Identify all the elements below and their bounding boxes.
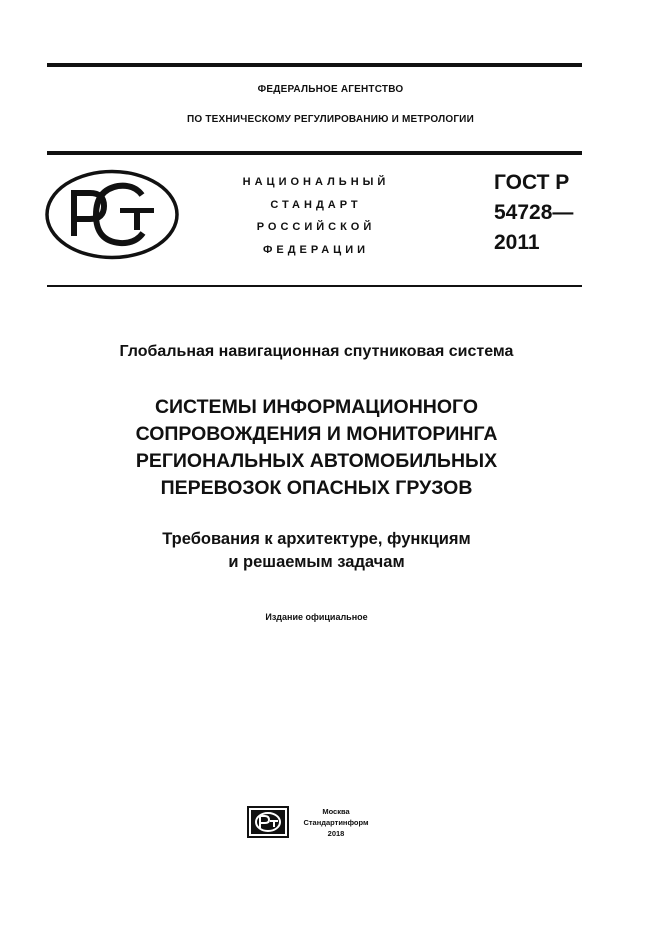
requirements-heading bbox=[0, 528, 633, 574]
publisher-info bbox=[296, 806, 376, 839]
standard-line: ФЕДЕРАЦИИ bbox=[262, 243, 370, 256]
gost-number bbox=[494, 168, 573, 258]
edition-note: Издание официальное bbox=[265, 612, 368, 622]
gost-line2: 54728— bbox=[494, 201, 574, 224]
gost-line3: 2011 bbox=[494, 231, 540, 254]
top-rule bbox=[47, 63, 582, 67]
publisher-year: 2018 bbox=[327, 829, 345, 838]
standard-line: СТАНДАРТ bbox=[270, 198, 362, 211]
title-line: СИСТЕМЫ ИНФОРМАЦИОННОГО bbox=[154, 396, 479, 418]
standard-line: РОССИЙСКОЙ bbox=[256, 221, 376, 233]
title-line: РЕГИОНАЛЬНЫХ АВТОМОБИЛЬНЫХ bbox=[135, 450, 498, 472]
requirements-line1: Требования к архитектуре, функциям bbox=[162, 530, 471, 548]
rst-logo-icon bbox=[44, 169, 180, 260]
publisher-logo-icon bbox=[247, 806, 289, 838]
document-subtitle: Глобальная навигационная спутниковая система bbox=[119, 343, 514, 360]
gost-line1: ГОСТ Р bbox=[494, 171, 570, 194]
title-line: ПЕРЕВОЗОК ОПАСНЫХ ГРУЗОВ bbox=[160, 477, 473, 499]
section-rule bbox=[47, 285, 582, 287]
document-title bbox=[0, 394, 633, 502]
publisher-name: Стандартинформ bbox=[303, 818, 369, 827]
title-line: СОПРОВОЖДЕНИЯ И МОНИТОРИНГА bbox=[135, 423, 498, 445]
publisher-city: Москва bbox=[322, 807, 350, 816]
agency-name-line2: ПО ТЕХНИЧЕСКОМУ РЕГУЛИРОВАНИЮ И МЕТРОЛОГИИ bbox=[187, 114, 474, 125]
standard-line: НАЦИОНАЛЬНЫЙ bbox=[242, 176, 390, 188]
agency-name-line1: ФЕДЕРАЛЬНОЕ АГЕНТСТВО bbox=[257, 84, 404, 95]
header-rule bbox=[47, 151, 582, 155]
standard-designation bbox=[225, 171, 407, 261]
requirements-line2: и решаемым задачам bbox=[228, 553, 405, 571]
